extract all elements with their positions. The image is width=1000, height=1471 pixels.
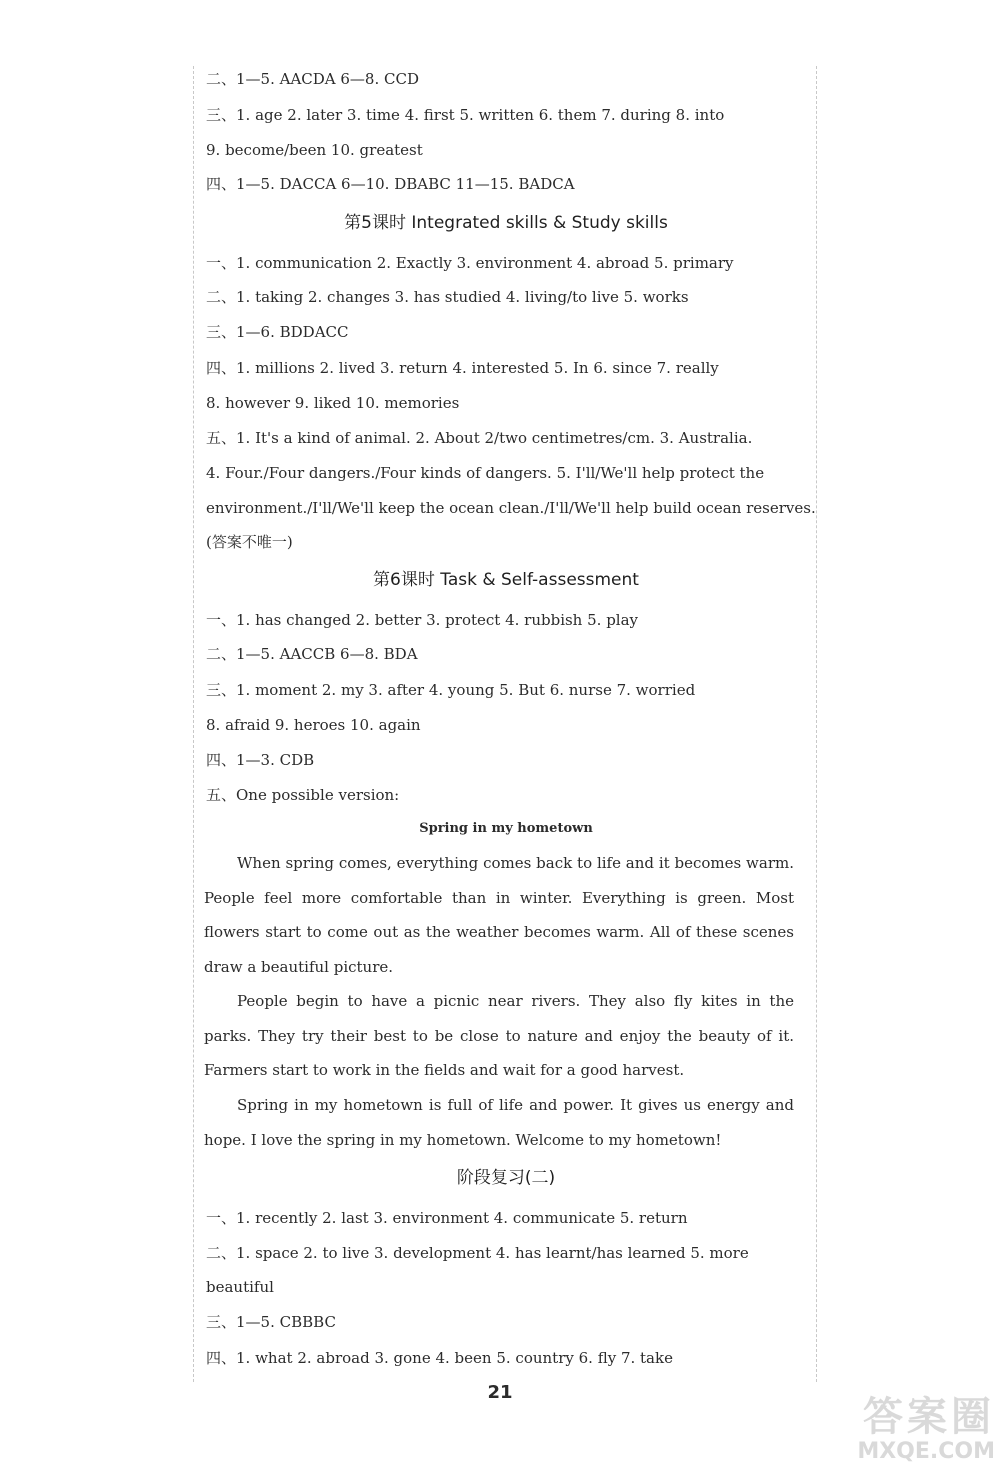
page-number: 21 [487,1382,513,1403]
answer-line: 三、1. age 2. later 3. time 4. first 5. written 6. them 7. during 8. into [206,106,725,124]
answer-line: 二、1—5. AACCB 6—8. BDA [206,645,418,663]
answer-line: 三、1—6. BDDACC [206,323,349,341]
answer-line: 三、1—5. CBBBC [206,1313,336,1331]
answer-line: 4. Four./Four dangers./Four kinds of dangers. 5. I'll/We'll help protect the [206,464,765,482]
essay-title: Spring in my hometown [419,821,593,836]
essay-paragraph: People begin to have a picnic near rivers. They also fly kites in the parks. They try their best to be close to nature and enjoy the beauty of it. Farmers start to work in the fields and wait for a good harvest. [204,992,794,1079]
essay-paragraph: When spring comes, everything comes back to life and it becomes warm. People feel more comfortable than in winter. Everything is green. Most flowers start to come out as the weather becomes warm. All of these scenes draw a beautiful picture. [204,854,794,976]
answer-line: 二、1. space 2. to live 3. development 4. has learnt/has learned 5. more [206,1244,749,1262]
answer-line: 四、1—5. DACCA 6—10. DBABC 11—15. BADCA [206,175,575,193]
answer-line: 一、1. recently 2. last 3. environment 4. communicate 5. return [206,1209,688,1227]
answer-line: 二、1—5. AACDA 6—8. CCD [206,70,419,88]
section-heading-lesson-6: 第6课时 Task & Self-assessment [373,570,639,590]
answer-line: 五、One possible version: [206,786,400,804]
answer-line: 二、1. taking 2. changes 3. has studied 4. living/to live 5. works [206,288,689,306]
right-margin-rule [816,66,817,1382]
answer-line: 五、1. It's a kind of animal. 2. About 2/two centimetres/cm. 3. Australia. [206,429,753,447]
watermark-text: 答案圈 [863,1394,995,1440]
section-heading-lesson-5: 第5课时 Integrated skills & Study skills [344,213,668,233]
essay-paragraph: Spring in my hometown is full of life and power. It gives us energy and hope. I love the spring in my hometown. Welcome to my hometown! [204,1096,794,1149]
answer-line: 三、1. moment 2. my 3. after 4. young 5. But 6. nurse 7. worried [206,681,696,699]
answer-note: (答案不唯一) [206,533,293,551]
watermark-logo [820,1395,995,1467]
section-heading-review: 阶段复习(二) [456,1168,556,1188]
answer-line: 四、1. millions 2. lived 3. return 4. interested 5. In 6. since 7. really [206,359,719,377]
answer-line: 一、1. has changed 2. better 3. protect 4. rubbish 5. play [206,611,639,629]
answer-line: 8. however 9. liked 10. memories [206,394,460,412]
answer-line: 8. afraid 9. heroes 10. again [206,716,421,734]
left-margin-rule [193,66,194,1382]
answer-line: beautiful [206,1278,274,1296]
answer-line: 一、1. communication 2. Exactly 3. environment 4. abroad 5. primary [206,254,734,272]
answer-line: environment./I'll/We'll keep the ocean clean./I'll/We'll help build ocean reserves. [206,499,816,517]
answer-line: 四、1. what 2. abroad 3. gone 4. been 5. country 6. fly 7. take [206,1349,673,1367]
answer-line: 9. become/been 10. greatest [206,141,423,159]
watermark-url: MXQE.COM [857,1439,995,1464]
answer-line: 四、1—3. CDB [206,751,315,769]
